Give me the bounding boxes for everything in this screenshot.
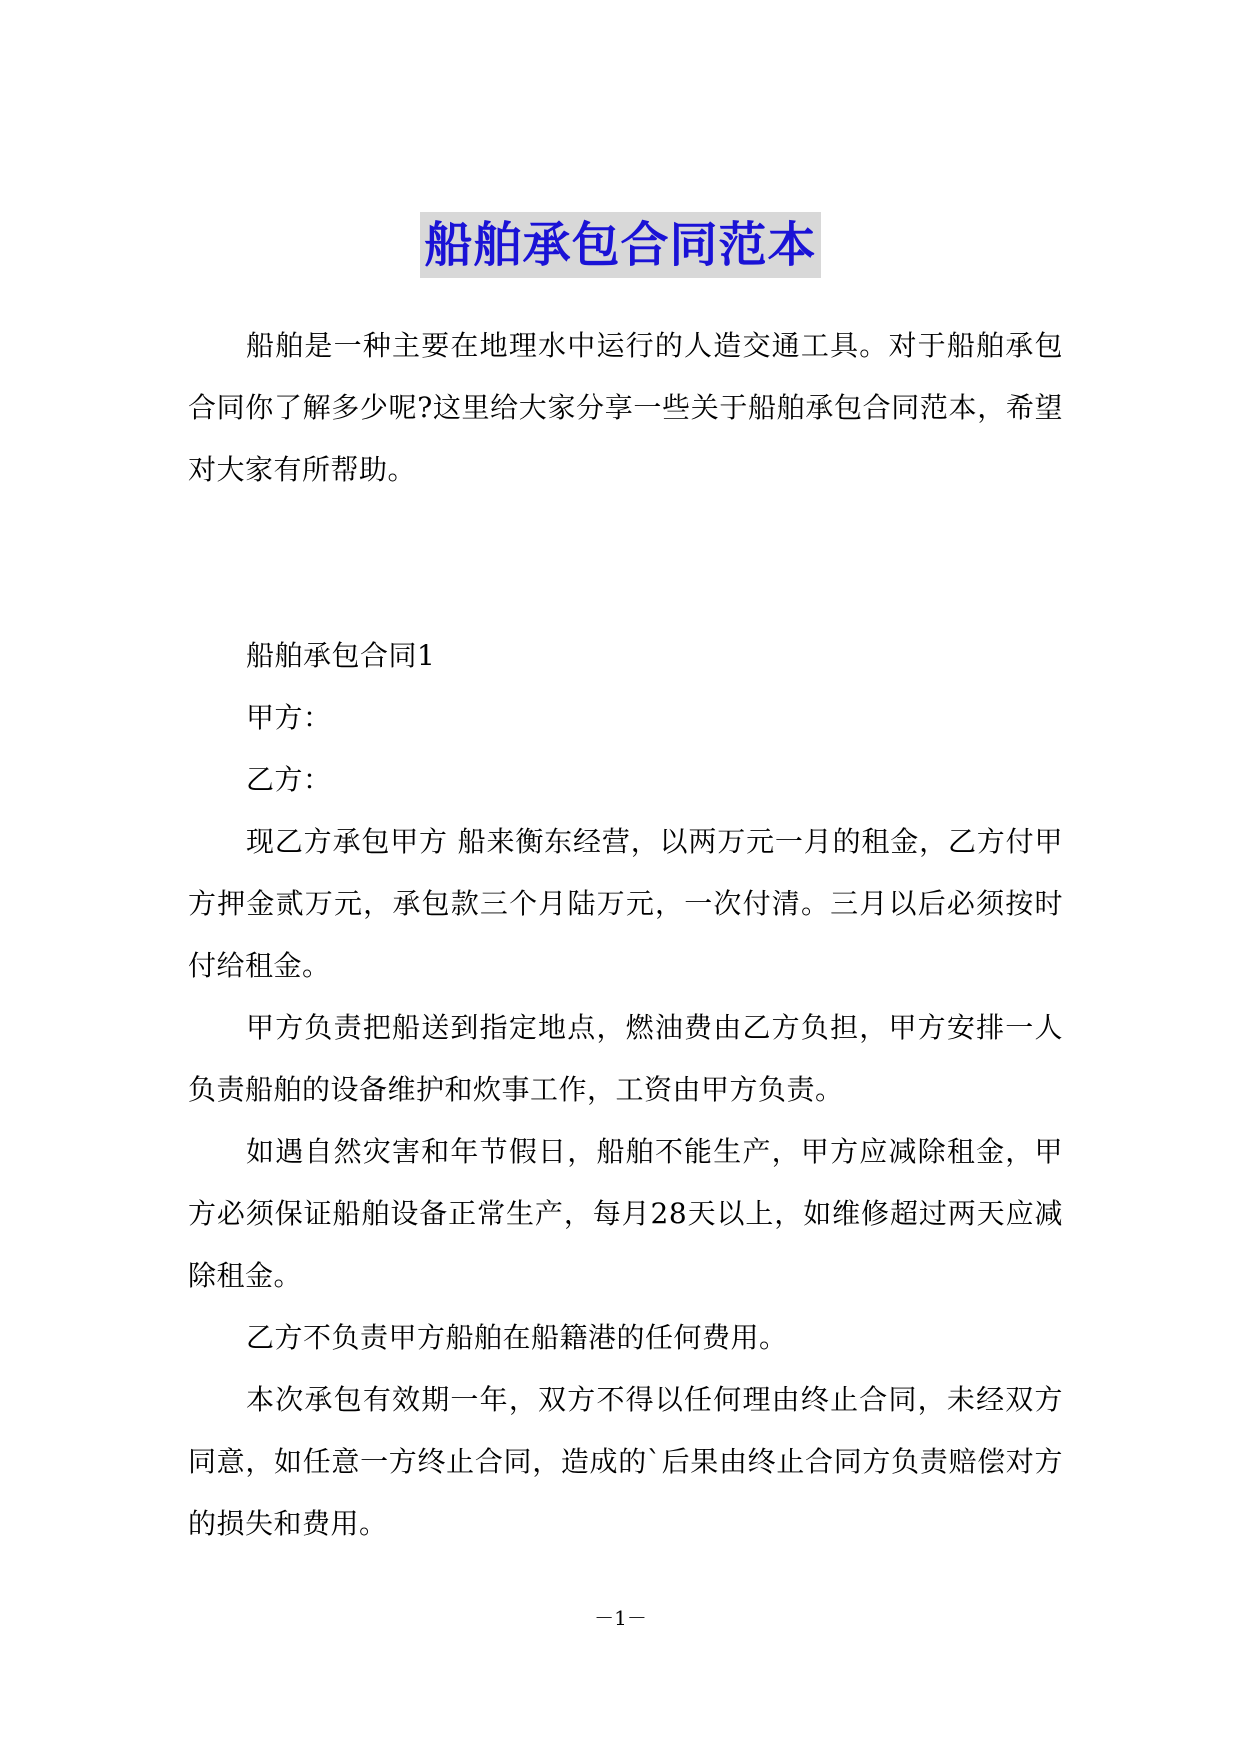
- clause-rent-paragraph: 现乙方承包甲方 船来衡东经营，以两万元一月的租金，乙方付甲方押金贰万元，承包款三个月陆万元，一次付清。三月以后必须按时付给租金。: [188, 825, 1063, 982]
- document-body: [188, 315, 1063, 1555]
- party-a-label: 甲方：: [246, 701, 332, 734]
- clause-disaster-paragraph: 如遇自然灾害和年节假日，船舶不能生产，甲方应减除租金，甲方必须保证船舶设备正常生产，每月28天以上，如维修超过两天应减除租金。: [188, 1135, 1063, 1292]
- document-title: 船舶承包合同范本: [420, 212, 820, 278]
- contract-heading: 船舶承包合同1: [246, 639, 436, 672]
- intro-paragraph: 船舶是一种主要在地理水中运行的人造交通工具。对于船舶承包合同你了解多少呢?这里给大家分享一些关于船舶承包合同范本，希望对大家有所帮助。: [188, 329, 1063, 486]
- page-number: －1－: [594, 1606, 647, 1630]
- party-b-label: 乙方：: [246, 763, 332, 796]
- title-wrapper: [0, 212, 1241, 278]
- clause-term-paragraph: 本次承包有效期一年，双方不得以任何理由终止合同，未经双方同意，如任意一方终止合同，造成的`后果由终止合同方负责赔偿对方的损失和费用。: [188, 1383, 1063, 1540]
- clause-delivery-paragraph: 甲方负责把船送到指定地点，燃油费由乙方负担，甲方安排一人负责船舶的设备维护和炊事工作，工资由甲方负责。: [188, 1011, 1063, 1106]
- clause-port-fees-paragraph: 乙方不负责甲方船舶在船籍港的任何费用。: [246, 1321, 788, 1354]
- section-gap: [188, 501, 1063, 625]
